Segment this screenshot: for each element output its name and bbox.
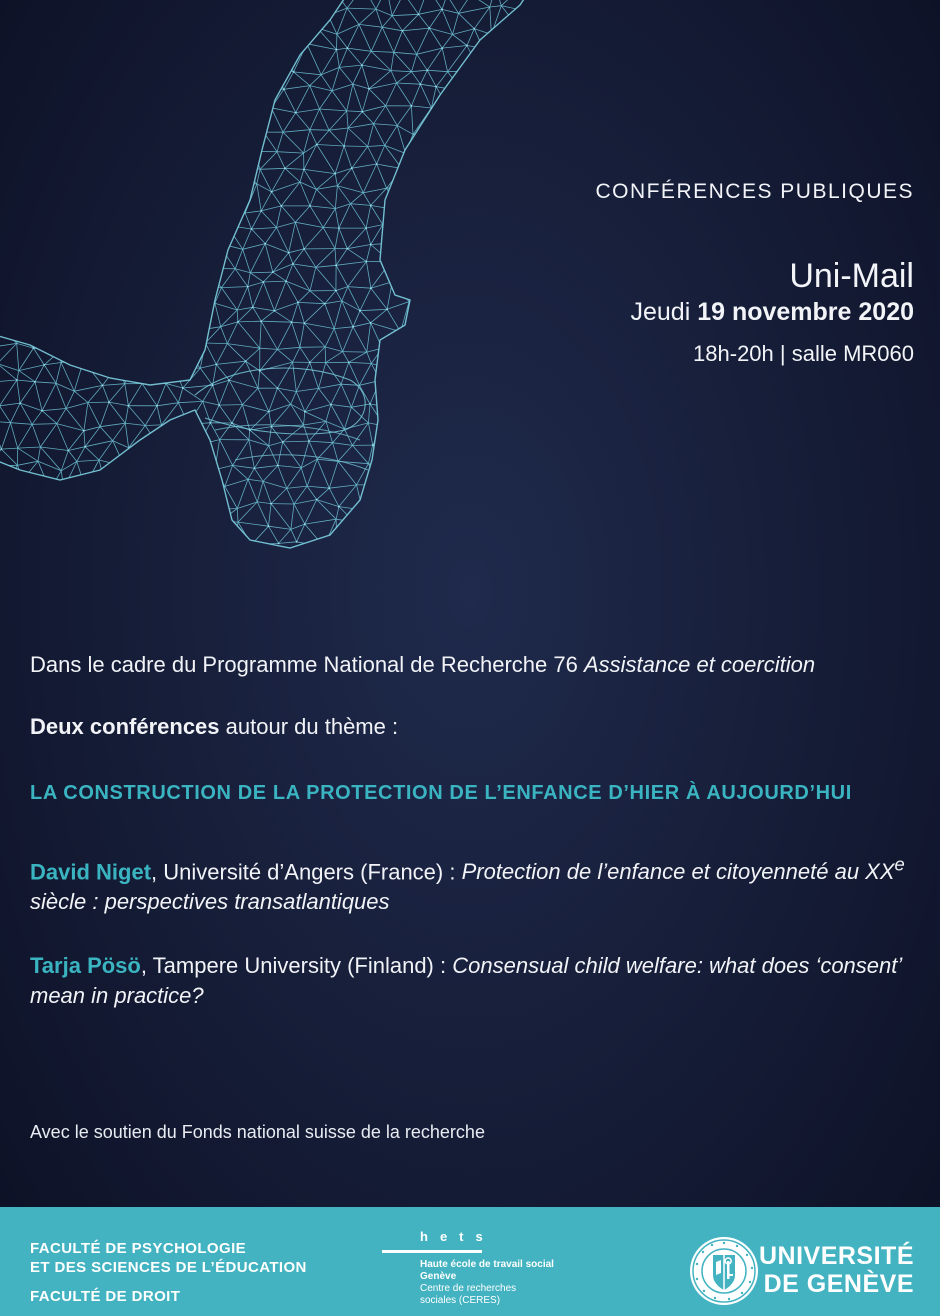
- hets-logo-bar: [382, 1250, 482, 1253]
- talk-title-superscript: e: [894, 854, 905, 875]
- faculty-line: FACULTÉ DE PSYCHOLOGIE: [30, 1240, 247, 1257]
- program-line: [30, 650, 920, 680]
- university-name-line: UNIVERSITÉ: [758, 1242, 914, 1270]
- faculty-line: FACULTÉ DE DROIT: [30, 1288, 181, 1305]
- date-value: 19 novembre 2020: [697, 298, 914, 326]
- talk-title: Consensual child welfare: what does ‘consent’ mean in practice?: [30, 953, 902, 1009]
- speaker-name: Tarja Pösö: [30, 953, 141, 979]
- faculties-block: [30, 1239, 307, 1306]
- footer-band: [0, 1207, 940, 1316]
- program-text: Dans le cadre du Programme National de Recherche 76: [30, 652, 584, 677]
- venue: Uni-Mail: [789, 257, 914, 295]
- event-date: [595, 298, 914, 327]
- event-header: [595, 180, 914, 367]
- speaker-1: [30, 850, 920, 917]
- program-title: Assistance et coercition: [583, 652, 816, 677]
- theme-title: LA CONSTRUCTION DE LA PROTECTION DE L’ENFANCE D’HIER À AUJOURD’HUI: [30, 782, 852, 804]
- hets-center: sociales (CERES): [420, 1295, 501, 1306]
- talk-title-part: Protection de l’enfance et citoyenneté au XX: [461, 859, 895, 885]
- hets-details: [420, 1259, 560, 1307]
- speaker-affiliation: , Tampere University (Finland) :: [140, 953, 453, 979]
- time-and-room: 18h-20h | salle MR060: [693, 341, 914, 366]
- event-description: [30, 650, 920, 1045]
- holding-hands-wireframe-illustration: [0, 0, 560, 560]
- wireframe-hands-svg: [0, 0, 560, 560]
- intro-bold: Deux conférences: [30, 714, 220, 739]
- unige-seal-icon: [688, 1235, 760, 1307]
- faculty-line: ET DES SCIENCES DE L’ÉDUCATION: [30, 1259, 307, 1276]
- university-name-line: DE GENÈVE: [763, 1270, 914, 1298]
- speaker-name: David Niget: [30, 859, 152, 885]
- intro-rest: autour du thème :: [219, 714, 399, 739]
- hets-name: Haute école de travail social: [420, 1259, 554, 1270]
- support-note: Avec le soutien du Fonds national suisse de la recherche: [30, 1122, 485, 1142]
- hets-center: Centre de recherches: [420, 1283, 517, 1294]
- speaker-affiliation: , Université d’Angers (France) :: [151, 859, 462, 885]
- talk-title-part: siècle : perspectives transatlantiques: [30, 889, 390, 915]
- university-name: [759, 1242, 914, 1298]
- series-title: CONFÉRENCES PUBLIQUES: [595, 180, 914, 203]
- speaker-2: [30, 951, 920, 1011]
- intro-line: [30, 712, 920, 742]
- day-label: Jeudi: [630, 298, 698, 326]
- hets-logo-word: hets: [420, 1229, 495, 1244]
- hets-city: Genève: [420, 1271, 457, 1282]
